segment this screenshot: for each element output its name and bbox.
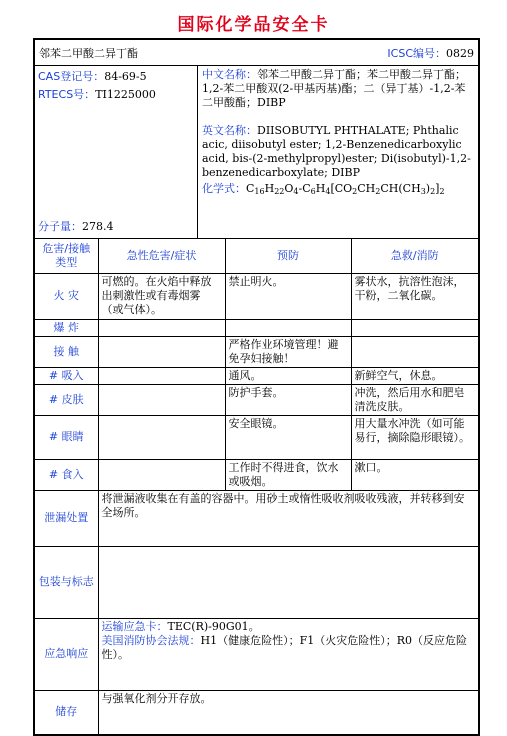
storage-row — [35, 690, 478, 734]
safety-card — [33, 38, 480, 736]
table-row — [35, 415, 478, 459]
storage-text: 与强氧化剂分开存放。 — [98, 690, 478, 734]
row-symptom — [98, 459, 225, 490]
row-symptom — [98, 336, 225, 367]
english-name-row — [202, 124, 474, 180]
chinese-name-row — [202, 68, 474, 110]
packaging-text — [98, 546, 478, 618]
row-prevention: 防护手套。 — [225, 384, 351, 415]
row-prevention: 严格作业环境管理！避免孕妇接触！ — [225, 336, 351, 367]
row-first-aid: 雾状水，抗溶性泡沫，干粉，二氧化碳。 — [351, 273, 478, 319]
table-row — [35, 336, 478, 367]
rtecs-value: TI1225000 — [95, 88, 156, 101]
hazard-table — [35, 239, 478, 734]
emergency-text — [98, 618, 478, 690]
row-prevention: 安全眼镜。 — [225, 415, 351, 459]
identification-block — [35, 66, 478, 239]
spill-text: 将泄漏液收集在有盖的容器中。用砂土或惰性吸收剂吸收残液，并转移到安全场所。 — [98, 490, 478, 546]
en-label: 英文名称： — [202, 124, 257, 137]
table-row — [35, 367, 478, 384]
transport-card-value: TEC(R)-90G01。 — [167, 619, 260, 633]
row-symptom: 可燃的。在火焰中释放出刺激性或有毒烟雾（或气体）。 — [98, 273, 225, 319]
registry-ids — [35, 66, 198, 238]
transport-card-line — [102, 620, 476, 634]
row-type: # 吸入 — [35, 367, 98, 384]
row-symptom — [98, 415, 225, 459]
header-prevention: 预防 — [225, 239, 351, 273]
row-type: # 食入 — [35, 459, 98, 490]
emergency-label: 应急响应 — [35, 618, 98, 690]
formula-value: $C_{16}H_{22}O_4-C_6H_4[CO_2CH_2CH(CH_3)_2]_2$ — [246, 182, 445, 196]
row-first-aid — [351, 319, 478, 336]
nfpa-value: H1（健康危险性）；F1（火灾危险性）；R0（反应危险性）。 — [101, 633, 468, 661]
icsc-label: ICSC编号： — [387, 46, 446, 60]
formula-row — [202, 182, 474, 196]
card-title: 国际化学品安全卡 — [177, 15, 330, 35]
row-symptom — [98, 384, 225, 415]
row-type: # 眼睛 — [35, 415, 98, 459]
row-prevention: 禁止明火。 — [225, 273, 351, 319]
cn-label: 中文名称： — [202, 68, 257, 81]
row-first-aid: 用大量水冲洗（如可能易行，摘除隐形眼镜）。 — [351, 415, 478, 459]
packaging-row — [35, 546, 478, 618]
table-row — [35, 459, 478, 490]
en-value: DIISOBUTYL PHTHALATE; Phthalic acic, diisobutyl ester; 1,2-Benzenedicarboxylic acid, bis-(2-methylpropyl)ester; Di(isobutyl)-1,2-benzenedicarboxylate; DIBP — [202, 124, 471, 179]
mw-value: 278.4 — [82, 220, 114, 233]
hazard-header-row — [35, 239, 478, 273]
nfpa-line — [102, 634, 476, 662]
storage-label: 储存 — [35, 690, 98, 734]
row-type: 接 触 — [35, 336, 98, 367]
table-row — [35, 273, 478, 319]
header-first-aid: 急救/消防 — [351, 239, 478, 273]
icsc-value: 0829 — [446, 46, 474, 60]
molecular-weight-row — [38, 218, 114, 234]
chemical-names — [198, 66, 478, 238]
cas-row — [38, 68, 194, 84]
table-row — [35, 384, 478, 415]
row-first-aid: 冲洗，然后用水和肥皂清洗皮肤。 — [351, 384, 478, 415]
table-row — [35, 319, 478, 336]
row-prevention: 工作时不得进食，饮水或吸烟。 — [225, 459, 351, 490]
header-symptom: 急性危害/症状 — [98, 239, 225, 273]
cas-value: 84-69-5 — [104, 70, 147, 83]
row-symptom — [98, 319, 225, 336]
chemical-name: 邻苯二甲酸二异丁酯 — [39, 46, 138, 60]
card-header — [35, 40, 478, 66]
transport-card-label: 运输应急卡： — [101, 619, 168, 633]
row-first-aid: 新鲜空气，休息。 — [351, 367, 478, 384]
row-type: 火 灾 — [35, 273, 98, 319]
packaging-label: 包装与标志 — [35, 546, 98, 618]
rtecs-row — [38, 86, 194, 102]
cas-label: CAS登记号： — [38, 70, 105, 83]
nfpa-label: 美国消防协会法规： — [101, 633, 201, 647]
spill-label: 泄漏处置 — [35, 490, 98, 546]
row-first-aid: 漱口。 — [351, 459, 478, 490]
row-prevention: 通风。 — [225, 367, 351, 384]
cn-value: 邻苯二甲酸二异丁酯；苯二甲酸二异丁酯；1,2-苯二甲酸双(2-甲基丙基)酯；二（异丁基）-1,2-苯二甲酸酯；DIBP — [202, 68, 466, 109]
mw-label: 分子量： — [38, 220, 82, 233]
row-symptom — [98, 367, 225, 384]
emergency-row — [35, 618, 478, 690]
spill-row — [35, 490, 478, 546]
rtecs-label: RTECS号： — [38, 88, 96, 101]
row-type: 爆 炸 — [35, 319, 98, 336]
header-type: 危害/接触类型 — [35, 239, 98, 273]
icsc-number — [387, 45, 474, 61]
row-first-aid — [351, 336, 478, 367]
row-type: # 皮肤 — [35, 384, 98, 415]
row-prevention — [225, 319, 351, 336]
formula-label: 化学式： — [202, 182, 246, 195]
